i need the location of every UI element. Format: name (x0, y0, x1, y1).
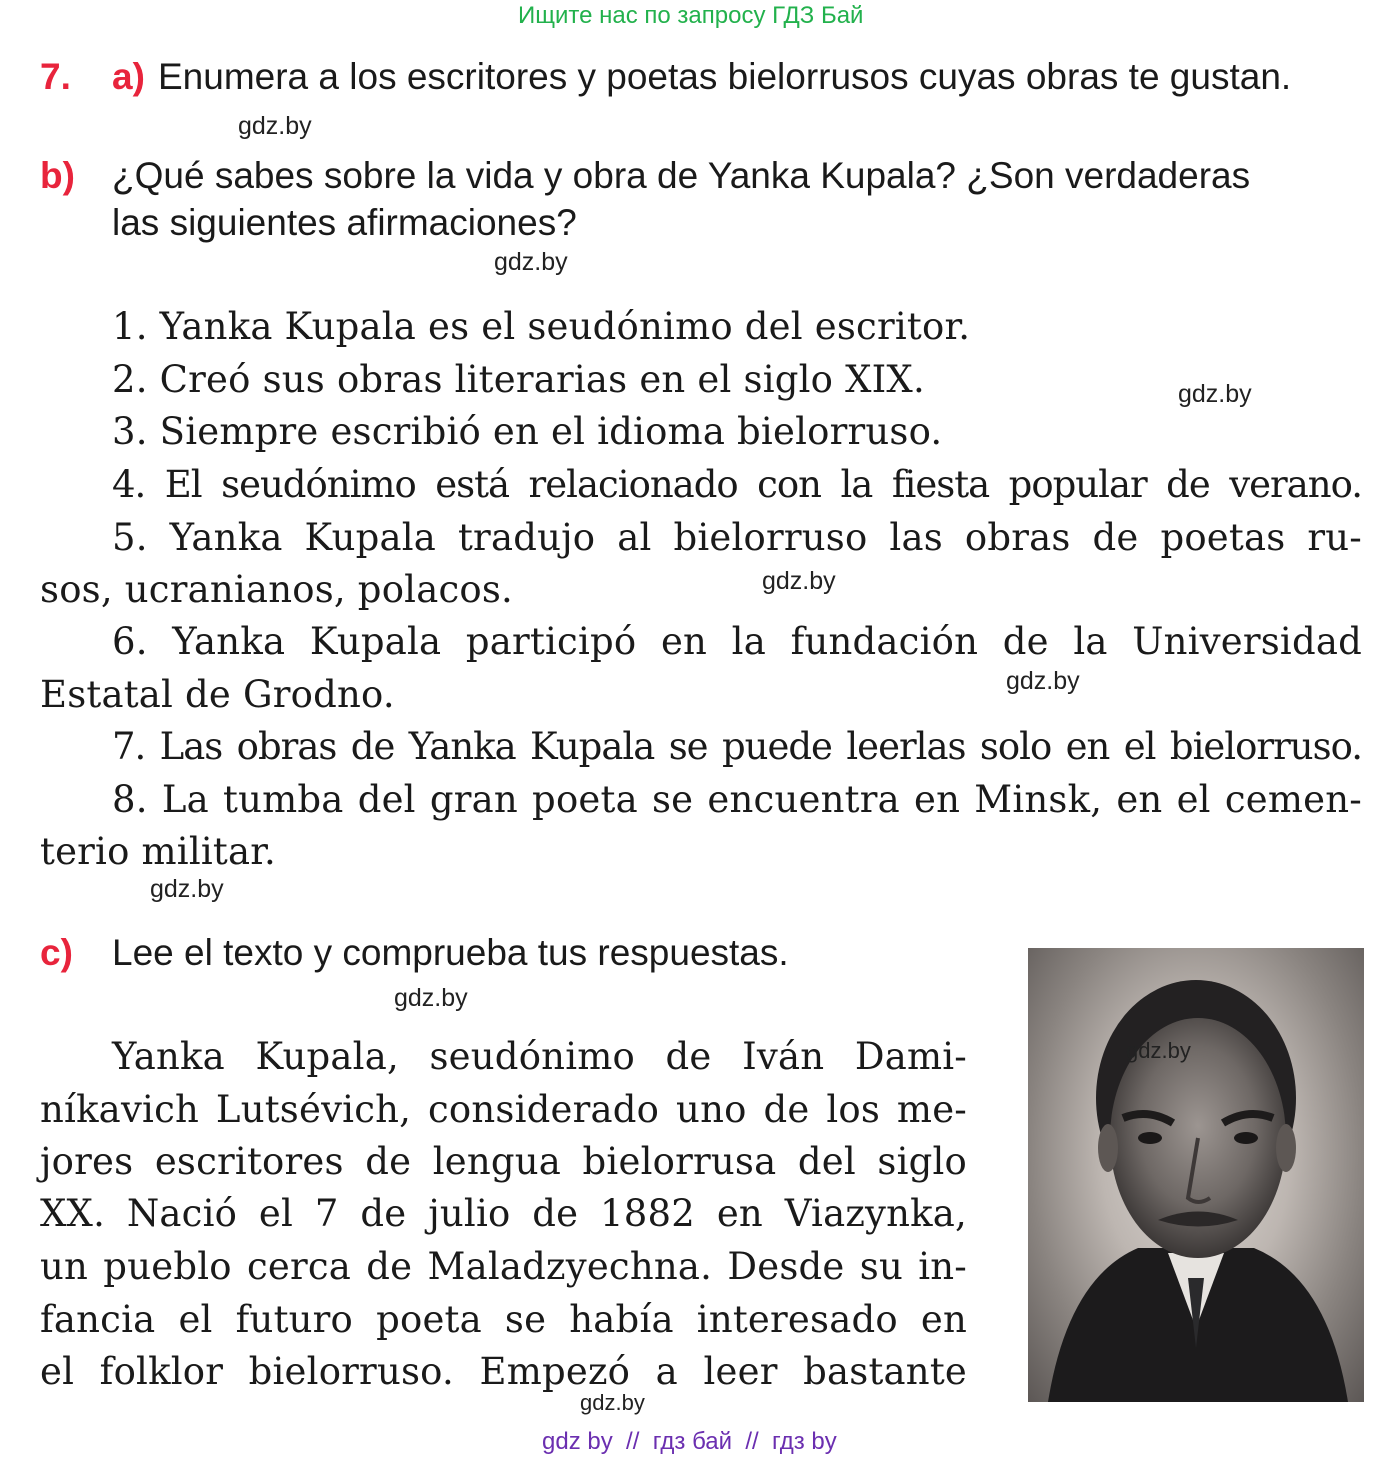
part-a-label: a) (112, 56, 145, 97)
statement-7: 7. Las obras de Yanka Kupala se puede leerlas solo en el bielorruso. (112, 725, 1362, 768)
statement-2: 2. Creó sus obras literarias en el siglo XIX. (112, 358, 925, 401)
watermark: gdz.by (238, 112, 312, 140)
watermark: gdz.by (394, 984, 468, 1012)
watermark: gdz.by (494, 248, 568, 276)
passage-line: Yanka Kupala, seudónimo de Iván Dami- (112, 1035, 967, 1078)
part-b-question-line: ¿Qué sabes sobre la vida y obra de Yanka Kupala? ¿Son verdaderas (112, 155, 1251, 196)
statement-4: 4. El seudónimo está relacionado con la fiesta popular de verano. (112, 463, 1362, 506)
watermark: gdz.by (150, 875, 224, 903)
statement-8: 8. La tumba del gran poeta se encuentra en Minsk, en el cemen- (112, 778, 1362, 821)
top-banner: Ищите нас по запросу ГДЗ Бай (518, 2, 864, 29)
watermark: gdz.by (1006, 667, 1080, 695)
passage-line: fancia el futuro poeta se había interesado en (40, 1298, 967, 1341)
part-b-label: b) (40, 155, 75, 196)
part-c-label: c) (40, 932, 73, 973)
statement-3: 3. Siempre escribió en el idioma bielorruso. (112, 410, 943, 453)
passage-line: un pueblo cerca de Maladzyechna. Desde su in- (40, 1245, 967, 1288)
statement-6: 6. Yanka Kupala participó en la fundación de la Universidad (112, 620, 1362, 663)
watermark: gdz.by (1178, 380, 1252, 408)
part-c-question: Lee el texto y comprueba tus respuestas. (112, 932, 789, 973)
portrait-illustration (1028, 948, 1364, 1402)
statement-5: 5. Yanka Kupala tradujo al bielorruso las obras de poetas ru- (112, 516, 1362, 559)
passage-line: níkavich Lutsévich, considerado uno de los me- (40, 1088, 967, 1131)
footer-watermark: gdz by // гдз бай // гдз by (542, 1428, 837, 1455)
statement-6-continued: Estatal de Grodno. (40, 673, 395, 716)
part-b-question-line: las siguientes afirmaciones? (112, 202, 577, 243)
watermark: gdz.by (580, 1390, 645, 1415)
watermark: gdz.by (1126, 1038, 1191, 1063)
statement-8-continued: terio militar. (40, 830, 277, 873)
exercise-number: 7. (40, 56, 71, 97)
passage-line: el folklor bielorruso. Empezó a leer bastante (40, 1350, 967, 1393)
statement-5-continued: sos, ucranianos, polacos. (40, 568, 514, 611)
part-a-question: Enumera a los escritores y poetas bielorrusos cuyas obras te gustan. (158, 56, 1292, 97)
passage-line: XX. Nació el 7 de julio de 1882 en Viazynka, (40, 1192, 967, 1235)
watermark: gdz.by (762, 567, 836, 595)
passage-line: jores escritores de lengua bielorrusa del siglo (40, 1140, 967, 1183)
statement-1: 1. Yanka Kupala es el seudónimo del escritor. (112, 305, 971, 348)
portrait-photo (1028, 948, 1364, 1402)
